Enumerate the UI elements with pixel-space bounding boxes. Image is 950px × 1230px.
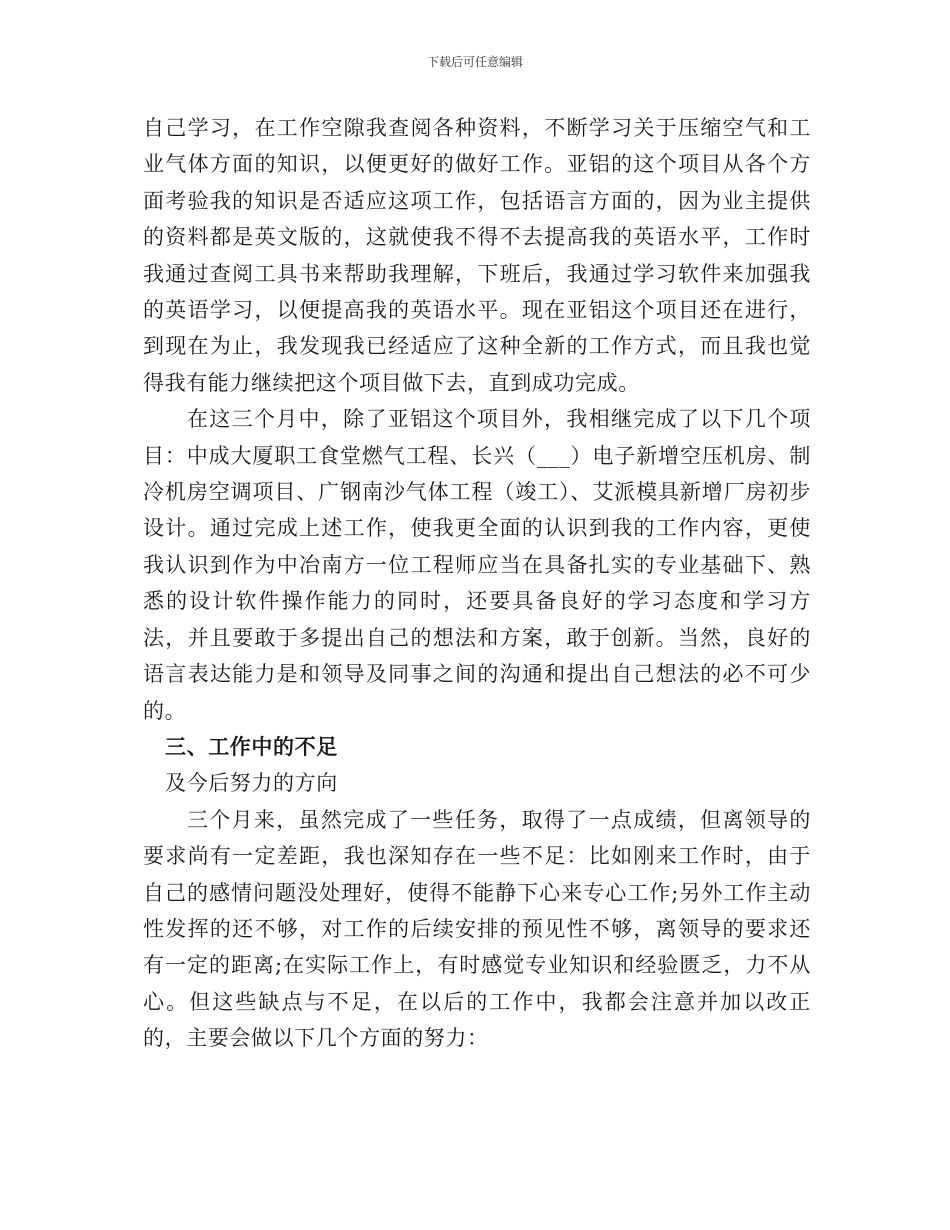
section-heading-shortcomings: 三、工作中的不足	[165, 733, 338, 759]
paragraph-completed-projects: 在这三个月中，除了亚铝这个项目外，我相继完成了以下几个项目：中成大厦职工食堂燃气工程、长兴（___）电子新增空压机房、制冷机房空调项目、广钢南沙气体工程（竣工）、艾派模具新增厂房初步设计。通过完成上述工作，使我更全面的认识到我的工作内容，更使我认识到作为中冶南方一位工程师应当在具备扎实的专业基础下、熟悉的设计软件操作能力的同时，还要具备良好的学习态度和学习方法，并且要敢于多提出自己的想法和方案，敢于创新。当然，良好的语言表达能力是和领导及同事之间的沟通和提出自己想法的必不可少的。	[143, 407, 811, 723]
paragraph-study-continuation: 自己学习，在工作空隙我查阅各种资料，不断学习关于压缩空气和工业气体方面的知识，以便更好的做好工作。亚铝的这个项目从各个方面考验我的知识是否适应这项工作，包括语言方面的，因为业主提供的资料都是英文版的，这就使我不得不去提高我的英语水平，工作时我通过查阅工具书来帮助我理解，下班后，我通过学习软件来加强我的英语学习，以便提高我的英语水平。现在亚铝这个项目还在进行，到现在为止，我发现我已经适应了这种全新的工作方式，而且我也觉得我有能力继续把这个项目做下去，直到成功完成。	[143, 116, 811, 395]
paragraph-shortcomings: 三个月来，虽然完成了一些任务，取得了一点成绩，但离领导的要求尚有一定差距，我也深知存在一些不足：比如刚来工作时，由于自己的感情问题没处理好，使得不能静下心来专心工作;另外工作主动性发挥的还不够，对工作的后续安排的预见性不够，离领导的要求还有一定的距离;在实际工作上，有时感觉专业知识和经验匮乏，力不从心。但这些缺点与不足，在以后的工作中，我都会注意并加以改正的，主要会做以下几个方面的努力：	[143, 807, 811, 1051]
page-header-note: 下载后可任意编辑	[426, 55, 523, 69]
document-body	[143, 110, 811, 1057]
section-subheading-future-direction: 及今后努力的方向	[165, 771, 338, 796]
